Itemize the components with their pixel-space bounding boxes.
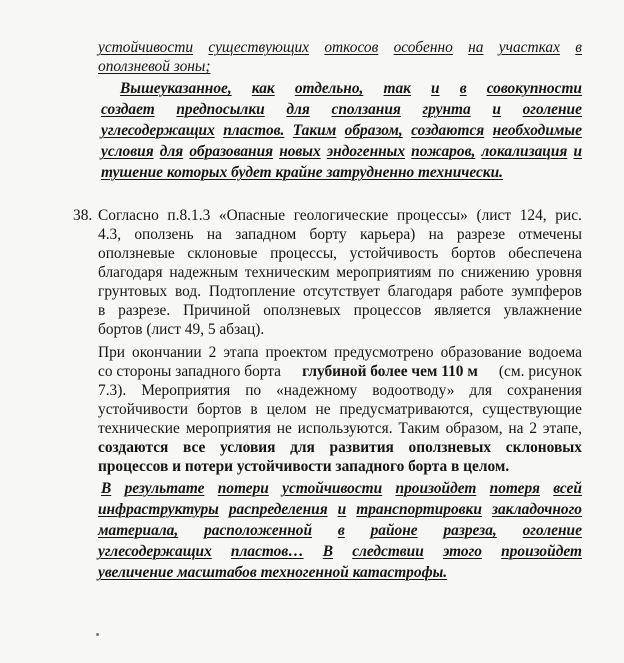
word: образования xyxy=(189,143,274,160)
word: технические xyxy=(98,420,180,437)
word: является xyxy=(434,302,491,319)
word: следствии xyxy=(352,543,424,560)
word: целом xyxy=(266,401,307,418)
word: Таким xyxy=(292,122,337,139)
word: (лист xyxy=(476,207,512,224)
word: этапе, xyxy=(542,420,582,437)
word: по xyxy=(245,382,262,399)
conclusion-line-4 xyxy=(98,542,582,561)
p2-line-5 xyxy=(98,419,582,438)
conclusion-line-3 xyxy=(98,521,582,540)
word: создаются xyxy=(411,122,485,139)
word: рис. xyxy=(555,207,582,224)
word: оползневые xyxy=(98,245,175,262)
word: благодаря xyxy=(98,264,163,281)
conclusion-line-1 xyxy=(101,479,582,498)
word: образом, xyxy=(344,122,403,139)
word: водоотводу» xyxy=(372,382,455,399)
word: геологические xyxy=(293,207,389,224)
word: 124, xyxy=(519,207,547,224)
conclusion-line-5: увеличение масштабов техногенной катастрофы. xyxy=(98,564,448,581)
word: все xyxy=(183,439,206,456)
word: «Опасные xyxy=(218,207,286,224)
p2-line-4 xyxy=(98,400,582,419)
p2-bold-line-1 xyxy=(98,438,582,457)
p2-line-3 xyxy=(98,381,582,400)
word: бортов xyxy=(451,245,496,262)
word: Согласно xyxy=(98,207,159,224)
word: п.8.1.3 xyxy=(167,207,211,224)
word: уровня xyxy=(536,264,582,281)
word: разрезе xyxy=(456,226,506,243)
word: районе xyxy=(370,522,418,539)
word: этого xyxy=(442,543,482,560)
word: Вышеуказанное, xyxy=(120,80,232,97)
word: благодаря xyxy=(387,283,453,300)
word: откосов xyxy=(324,39,379,56)
word: транспортировки xyxy=(356,501,482,518)
word: в xyxy=(337,522,345,539)
word: техническим xyxy=(244,264,330,281)
word: и xyxy=(492,101,501,118)
word: процессы, xyxy=(270,245,338,262)
p2-line-2-c: (см. рисунок xyxy=(495,363,582,380)
word: 4.3, xyxy=(98,226,122,243)
word: в xyxy=(575,39,582,56)
word: и xyxy=(431,80,440,97)
word: и xyxy=(337,501,347,518)
word: пластов. xyxy=(223,122,285,139)
block2-line-5: тушение которых будет крайне затрудненно технически. xyxy=(101,164,503,181)
word: работе xyxy=(460,283,504,300)
word: снижению xyxy=(460,264,530,281)
p2-bold-line-2: процессов и потери устойчивости западного борта в целом. xyxy=(98,458,510,475)
word: вод. xyxy=(175,283,202,300)
word: образование xyxy=(440,344,522,361)
p1-line-1 xyxy=(98,206,582,225)
word: произойдет xyxy=(395,480,477,497)
block1-line-2: оползневой зоны; xyxy=(98,58,211,75)
word: особенно xyxy=(393,39,453,56)
word: оползневых xyxy=(263,302,341,319)
p1-line-4 xyxy=(98,263,582,282)
word: предпосылки xyxy=(176,101,265,118)
word: в xyxy=(459,80,467,97)
word: как xyxy=(251,80,275,97)
word: При xyxy=(98,344,126,361)
p1-line-2 xyxy=(98,225,582,244)
word: бортов xyxy=(196,401,242,418)
word: на xyxy=(428,226,444,243)
word: мероприятия xyxy=(185,420,271,437)
word: проектом xyxy=(265,344,328,361)
word: для xyxy=(469,382,492,399)
word: карьера) xyxy=(360,226,416,243)
word: не xyxy=(315,401,331,418)
word: водоема xyxy=(528,344,582,361)
word: в xyxy=(98,302,106,319)
block1-line-1 xyxy=(98,38,582,57)
word: создаются xyxy=(98,439,169,456)
scan-speck xyxy=(96,633,99,636)
word: совокупности xyxy=(486,80,582,97)
word: процессов xyxy=(353,302,422,319)
word: существующие xyxy=(482,401,582,418)
word: необходимые xyxy=(492,122,582,139)
word: не xyxy=(276,420,292,437)
word: потери xyxy=(217,480,269,497)
p1-line-5 xyxy=(98,282,582,301)
word: 2 xyxy=(529,420,538,437)
word: зумпферов xyxy=(511,283,582,300)
word: Мероприятия xyxy=(141,382,231,399)
word: условия xyxy=(101,143,154,160)
word: борту xyxy=(309,226,347,243)
word: углесодержащих xyxy=(98,543,212,560)
word: новых xyxy=(279,143,321,160)
word: условия xyxy=(220,439,276,456)
word: разреза, xyxy=(443,522,497,539)
word: потеря xyxy=(489,480,540,497)
word: грунтовых xyxy=(98,283,168,300)
block2-line-4 xyxy=(101,142,582,161)
word: разрезе. xyxy=(118,302,171,319)
word: устойчивости xyxy=(98,401,188,418)
word: и xyxy=(573,143,582,160)
word: предусмотрено xyxy=(334,344,434,361)
word: на xyxy=(508,420,524,437)
word: для xyxy=(290,439,315,456)
p2-line-2-depth: глубиной более чем 110 м xyxy=(302,363,478,380)
word: оползневых xyxy=(408,439,492,456)
p2-line-2-a: со стороны западного борта xyxy=(98,363,285,380)
word: склоновые xyxy=(187,245,258,262)
word: так xyxy=(383,80,411,97)
block2-line-3 xyxy=(101,121,582,140)
word: образом, xyxy=(445,420,503,437)
word: Причиной xyxy=(183,302,251,319)
word: развития xyxy=(329,439,394,456)
word: мероприятиям xyxy=(336,264,432,281)
word: сползания xyxy=(331,101,401,118)
word: по xyxy=(438,264,455,281)
word: на xyxy=(468,39,484,56)
word: на xyxy=(206,226,222,243)
word: для xyxy=(286,101,310,118)
word: этапа xyxy=(223,344,259,361)
word: пластов… xyxy=(230,543,304,560)
word: сохранения xyxy=(506,382,582,399)
word: всей xyxy=(553,480,582,497)
word: результате xyxy=(124,480,205,497)
word: «надежному xyxy=(276,382,358,399)
word: произойдет xyxy=(501,543,582,560)
p1-line-3 xyxy=(98,244,582,263)
word: оголение xyxy=(522,101,582,118)
word: грунта xyxy=(422,101,471,118)
word: надежным xyxy=(169,264,239,281)
word: существующих xyxy=(208,39,309,56)
word: окончании xyxy=(132,344,202,361)
word: Подтопление xyxy=(208,283,296,300)
word: устойчивость xyxy=(349,245,439,262)
word: инфраструктуры xyxy=(98,501,219,518)
word: отдельно, xyxy=(294,80,364,97)
word: склоновых xyxy=(505,439,582,456)
p2-line-1 xyxy=(98,343,582,362)
word: локализация xyxy=(481,143,568,160)
word: процессы» xyxy=(397,207,468,224)
word: обеспечена xyxy=(508,245,582,262)
word: создает xyxy=(101,101,155,118)
word: предусматриваются, xyxy=(339,401,474,418)
word: используются. xyxy=(297,420,393,437)
word: Таким xyxy=(398,420,440,437)
word: расположенной xyxy=(204,522,313,539)
p2-line-2 xyxy=(98,362,582,381)
word: 7.3). xyxy=(98,382,127,399)
word: закладочного xyxy=(491,501,582,518)
word: в xyxy=(250,401,258,418)
conclusion-line-2 xyxy=(98,500,582,519)
word: отсутствует xyxy=(303,283,381,300)
word: увлажнение xyxy=(503,302,582,319)
word: для xyxy=(159,143,184,160)
word: устойчивости xyxy=(98,39,194,56)
word: материала, xyxy=(98,522,179,539)
word: В xyxy=(322,543,334,560)
word: оползень xyxy=(134,226,194,243)
word: пожаров, xyxy=(411,143,476,160)
item-number: 38. xyxy=(73,207,93,224)
p1-line-6 xyxy=(98,301,582,320)
word: распределения xyxy=(228,501,328,518)
word: оголение xyxy=(522,522,582,539)
block2-line-1 xyxy=(120,79,582,98)
word: отмечены xyxy=(518,226,582,243)
word: углесодержащих xyxy=(101,122,215,139)
block2-line-2 xyxy=(101,100,582,119)
word: эндогенных xyxy=(326,143,406,160)
word: западном xyxy=(235,226,297,243)
word: устойчивости xyxy=(282,480,383,497)
word: В xyxy=(101,480,112,497)
word: 2 xyxy=(208,344,217,361)
p1-line-7: бортов (лист 49, 5 абзац). xyxy=(98,321,265,338)
word: участках xyxy=(498,39,560,56)
